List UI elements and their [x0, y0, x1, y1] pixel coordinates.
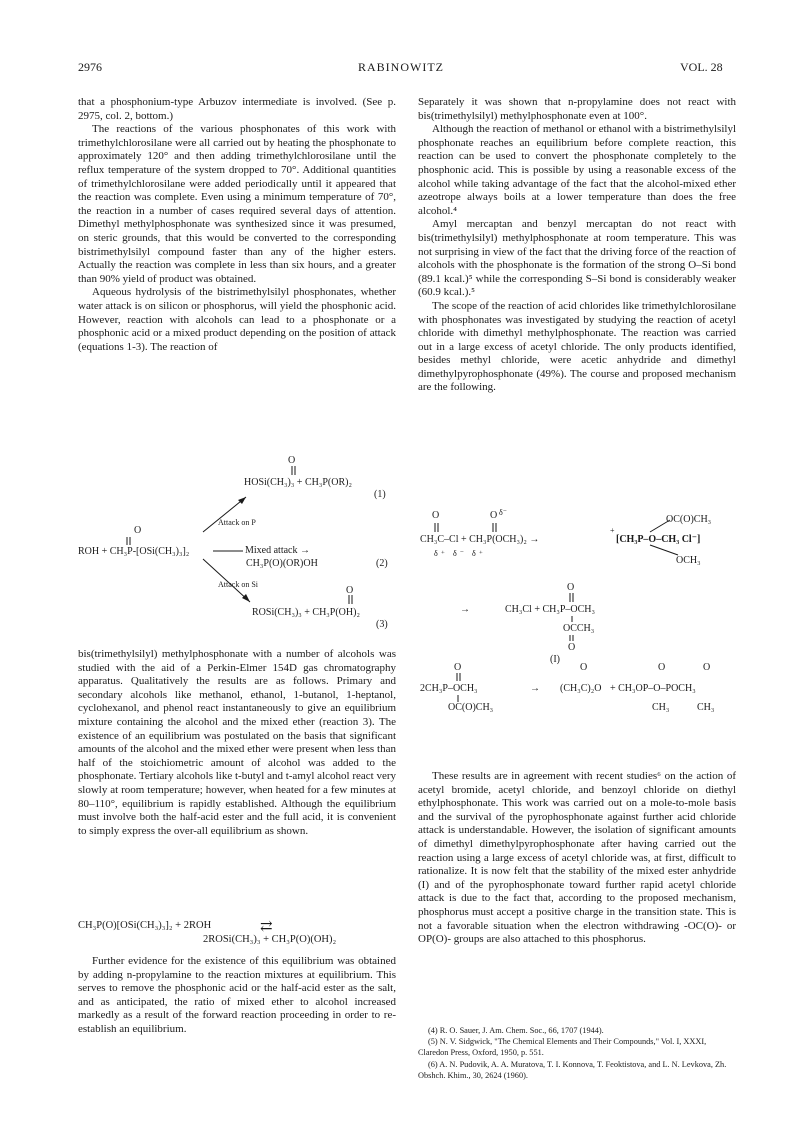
scheme-2-row2-sub: O — [568, 642, 576, 653]
scheme-2-row2-sub: OCCH₃ — [563, 623, 595, 634]
scheme-2-row2: CH₃Cl + CH₃P–OCH₃ — [505, 604, 596, 615]
scheme-2-row3-mid: (CH₃C)₂O — [560, 683, 602, 694]
paragraph: Separately it was shown that n-propylamine does not react with bis(trimethylsilyl) methylphosphonate even at 100°. — [418, 96, 736, 122]
equilibrium-right: 2ROSi(CH₃)₃ + CH₃P(O)(OH)₂ — [203, 934, 337, 945]
scheme-2-row3-ch3: CH₃ — [652, 702, 670, 713]
equation-number: (2) — [376, 558, 388, 569]
right-column-bottom — [418, 770, 736, 947]
scheme-2-row3-right: + CH₃OP–O–POCH₃ — [610, 683, 696, 694]
scheme-1-bottom-o: O — [346, 585, 354, 596]
left-column-middle — [78, 648, 396, 838]
intermediate-top: OC(O)CH₃ — [666, 514, 712, 525]
paragraph: that a phosphonium-type Arbuzov intermediate is involved. (See p. 2975, col. 2, bottom.) — [78, 96, 396, 122]
attack-on-p-label: Attack on P — [218, 518, 256, 527]
scheme-1-bottom-product: ROSi(CH₃)₃ + CH₃P(OH)₂ — [252, 607, 360, 618]
paragraph: The reactions of the various phosphonates of this work with trimethylchlorosilane were all carried out by heating the phosphonate to approximately 120° and then adding trimethylchlorosilane until the reflux temperature of the system dropped to 70°. Additional quantities of trimethylchlorosilane were added periodically until it appeared that the reaction was complete. Even using a minimum temperature of 70°, the reaction in a number of cases required several days of attention. Dimethyl methylphosphonate was synthesized since it was presumed, on steric grounds, that this would be converted to the corresponding bistrimethylsilyl compound faster than any of the higher esters. Actually the reaction was complete in less than six hours, and a greater than 90% yield of product was obtained. — [78, 123, 396, 285]
equilibrium-arrows: ⇄ — [260, 919, 273, 935]
right-column-top — [418, 96, 736, 395]
equation-number: (1) — [374, 489, 386, 500]
paragraph: Amyl mercaptan and benzyl mercaptan do not react with bis(trimethylsilyl) methylphosphonate at room temperature. This was not surprising in view of the fact that the driving force of the reaction of alcohols with the phosphonate is the formation of the strong O–Si bond (89.1 kcal.)⁵ while the corresponding S–Si bond is considerably weaker (60.9 kcal.).⁵ — [418, 218, 736, 299]
scheme-2-row1: CH₃C–Cl + CH₃P(OCH₃)₂ → — [420, 534, 540, 545]
scheme-1-mid-product: CH₃P(O)(OR)OH — [246, 558, 318, 569]
left-column-bottom — [78, 955, 396, 1037]
mixed-attack-label: Mixed attack → — [245, 545, 310, 556]
paragraph: Although the reaction of methanol or ethanol with a bistrimethylsilyl phosphonate reaches an equilibrium before complete reaction, this reaction can be used to convert the phosphonate completely to the phosphonic acid. This is possible by using a reasonable excess of the alcohol while taking advantage of the fact that the alcohol-mixed ether azeotrope always boils at a lower temperature than does the free alcohol.⁴ — [418, 123, 736, 217]
reaction-arrow: → — [530, 683, 540, 694]
scheme-2-o: O — [567, 582, 575, 593]
equilibrium-left: CH₃P(O)[OSi(CH₃)₃]₂ + 2ROH — [78, 920, 212, 931]
scheme-1-top-o: O — [288, 455, 296, 466]
volume-label: VOL. 28 — [680, 60, 723, 74]
paragraph: bis(trimethylsilyl) methylphosphonate with a number of alcohols was studied with the aid of a Perkin-Elmer 154D gas chromatography apparatus. Qualitatively the results are as follows. Primary and secondary alcohols like methanol, ethanol, 1-butanol, 1-heptanol, cyclohexanol, and phenol react instantaneously to give an equilibrium mixture containing the alcohol and the mixed ether (reaction 3). The existence of an equilibrium was postulated on the basis that significant amounts of the alcohol and the mixed ether were present when less than half of the stoichiometric amount of alcohol was added to the phosphonate. Tertiary alcohols like t-butyl and t-amyl alcohol react very slowly at room temperature; however, when heated for a few minutes at 80–110°, equilibrium is rapidly established. Although the equilibrium must involve both the half-acid ester and the full acid, it is convenient to simply express the over-all equilibrium as shown. — [78, 648, 396, 837]
scheme-2-o: O — [490, 510, 498, 521]
plus-charge: + — [610, 526, 615, 535]
scheme-2-row3-sub: OC(O)CH₃ — [448, 702, 494, 713]
scheme-2-row3-left: 2CH₃P–OCH₃ — [420, 683, 478, 694]
intermediate: [CH₃P–O–CH₃ Cl⁻] — [616, 534, 701, 545]
reaction-scheme-1 — [78, 455, 398, 645]
compound-label: (I) — [550, 654, 560, 665]
scheme-1-reactant: ROH + CH₃P-[OSi(CH₃)₃]₂ — [78, 546, 190, 557]
running-head-author: RABINOWITZ — [358, 60, 444, 74]
reaction-arrow: → — [460, 604, 470, 615]
scheme-2-o: O — [703, 662, 711, 673]
paragraph: These results are in agreement with recent studies⁶ on the action of acetyl bromide, acetyl chloride, and benzoyl chloride on diethyl ethylphosphonate. This work was carried out on a mole-to-mole basis and the survival of the pyrophosphonate against further acid chloride attack is understandable. However, the isolation of significant amounts of dimethyl dimethylpyrophosphonate after having carried out the reaction using a large excess of acetyl chloride was, at first, difficult to rationalize. It is now felt that the stability of the mixed ester anhydride (I) and of the pyrophosphonate toward further rapid acetyl chloride attack is due to the fact that, according to the proposed mechanism, phosphorus must accept a positive charge in the transition state. This is not a favorable situation when the electron withdrawing -OC(O)- or OP(O)- groups are also attached to this phosphorus. — [418, 770, 736, 946]
attack-on-si-label: Attack on Si — [218, 580, 258, 589]
scheme-1-reactant-o: O — [134, 525, 142, 536]
partial-charges: δ⁺ δ⁻ δ⁺ — [434, 549, 486, 558]
left-column-top — [78, 96, 396, 354]
scheme-2-o: O — [432, 510, 440, 521]
paragraph: Aqueous hydrolysis of the bistrimethylsilyl phosphonates, whether water attack is on silicon or phosphorus, will yield the phosphonic acid. However, reaction with alcohols can lead to a phosphonate or a phosphonic acid or a mixed product depending on the position of attack (equations 1-3). The reaction of — [78, 286, 396, 353]
scheme-2-o: O — [454, 662, 462, 673]
paragraph: The scope of the reaction of acid chlorides like trimethylchlorosilane with phosphonates was investigated by studying the reaction of acetyl chloride with dimethyl methylphosphonate. The reaction was carried out in a large excess of acetyl chloride. The only products identified, besides methyl chloride, were acetic anhydride and dimethyl dimethylpyrophosphonate (49%). The course and proposed mechanism are the following. — [418, 299, 736, 394]
footnote: (6) A. N. Pudovik, A. A. Muratova, T. I. Konnova, T. Feoktistova, and L. N. Levkova, Zh. Obshch. Khim., 30, 2624 (1960). — [418, 1059, 727, 1080]
scheme-2-row3-ch3: CH₃ — [697, 702, 715, 713]
footnote: (4) R. O. Sauer, J. Am. Chem. Soc., 66, 1707 (1944). — [428, 1026, 604, 1035]
delta-label: δ⁻ — [499, 508, 507, 517]
footnote: (5) N. V. Sidgwick, "The Chemical Elements and Their Compounds," Vol. I, XXXI, Claredon Press, Oxford, 1950, p. 551. — [418, 1037, 707, 1058]
page-number: 2976 — [78, 60, 102, 74]
footnotes — [418, 1025, 736, 1081]
scheme-2-o: O — [580, 662, 588, 673]
scheme-1-top-product: HOSi(CH₃)₃ + CH₃P(OR)₂ — [244, 477, 352, 488]
reaction-scheme-2 — [420, 508, 740, 713]
scheme-2-o: O — [658, 662, 666, 673]
intermediate-bottom: OCH₃ — [676, 555, 701, 566]
paragraph: Further evidence for the existence of this equilibrium was obtained by adding n-propylamine to the reaction mixtures at equilibrium. This serves to remove the phosphonic acid or the half-acid ester as the salt, and as anticipated, the ratio of mixed ether to alcohol increased markedly as a result of the forward reaction proceeding in order to re-establish an equilibrium. — [78, 955, 396, 1035]
equation-number: (3) — [376, 619, 388, 630]
